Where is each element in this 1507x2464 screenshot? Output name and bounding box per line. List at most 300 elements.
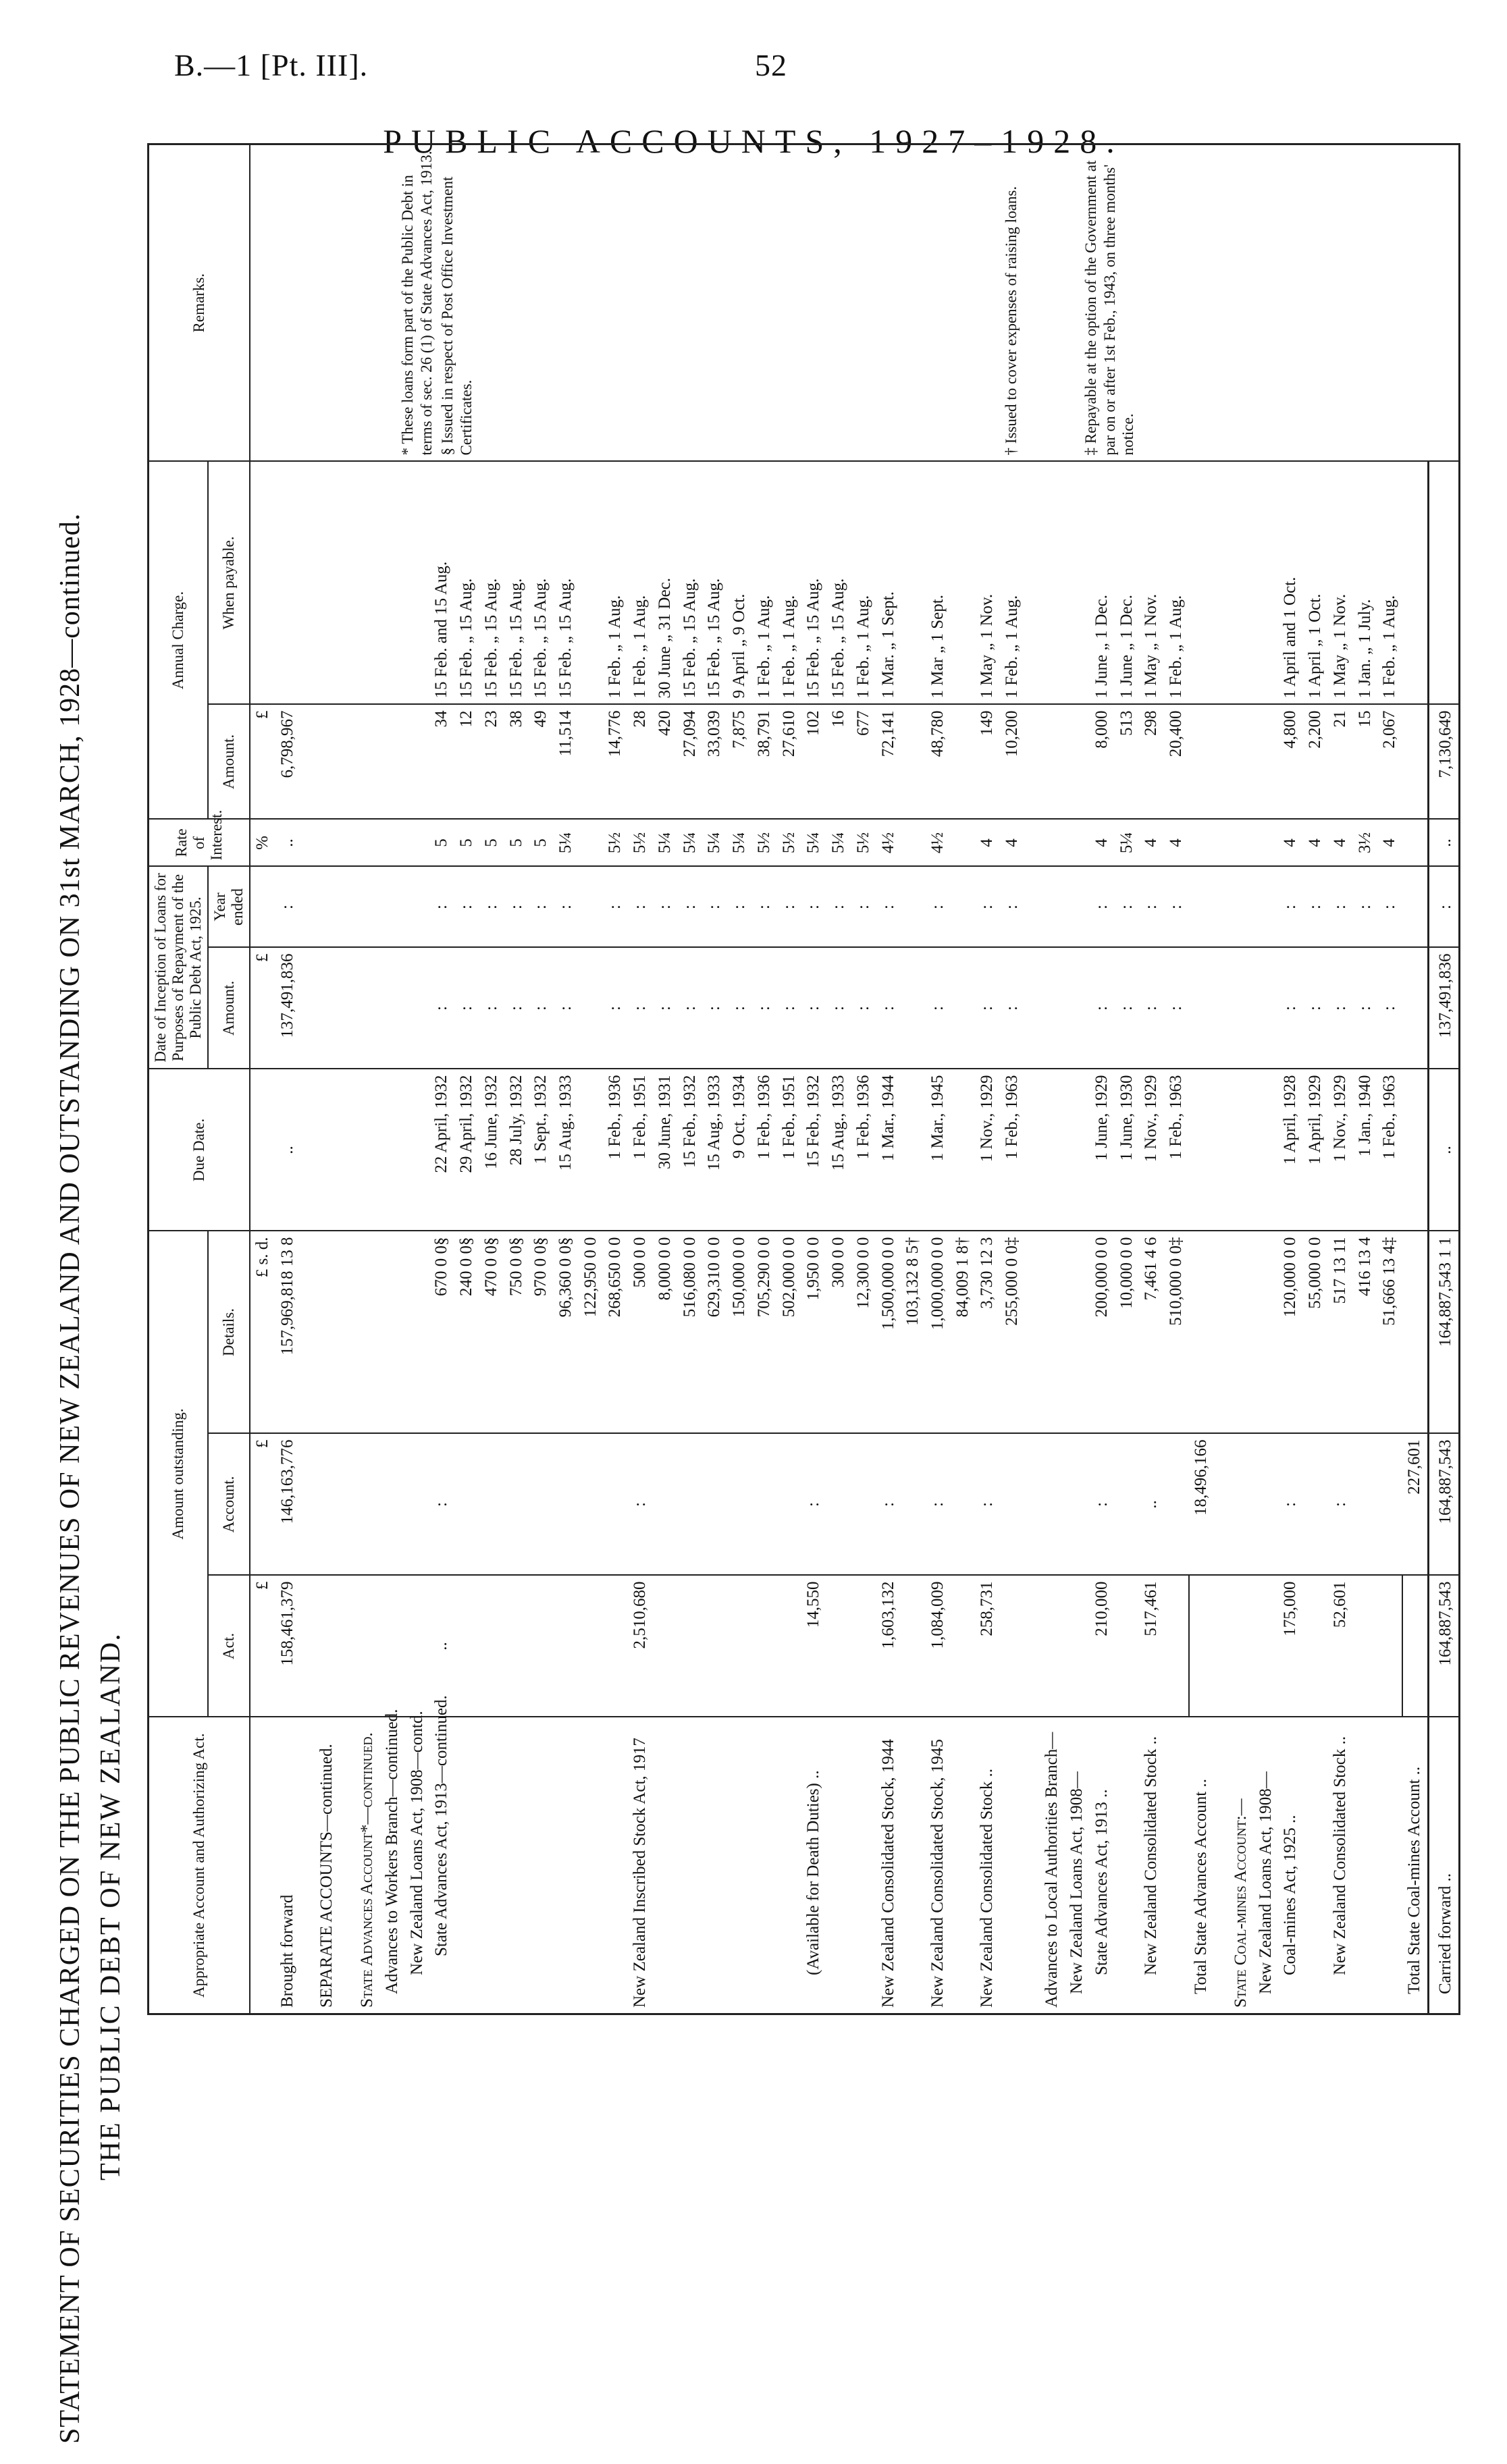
cell-rate: 5¼ [727,819,752,866]
sa-subheading: State Advances Act, 1913—continued. [429,1717,454,2014]
cell-due: 1 Feb., 1951 [628,1069,653,1231]
cell-charge: 2,200 [1303,704,1328,819]
local-cons-label: New Zealand Consolidated Stock [1142,1748,1161,1975]
cell-rate: 4 [1164,819,1189,866]
cell-empty [1402,461,1428,704]
col-details-sub: Details. [208,1231,250,1433]
cell-rate: 4 [1000,819,1025,866]
row-label [801,1717,876,2014]
cell-rate: 4½ [926,819,951,866]
cell-when: 15 Feb. „ 15 Aug. [678,461,703,704]
cell-when: 1 Feb. „ 1 Aug. [752,461,777,704]
cell-details: 240 0 0§ [454,1231,479,1433]
cell-when: 1 Feb. „ 1 Aug. [1164,461,1189,704]
cell-inception: : [1377,947,1402,1069]
cell-charge: 420 [653,704,678,819]
cell-year: : [1353,866,1378,947]
cell-details: 629,310 0 0 [702,1231,727,1433]
leader-dots: .. [1092,1789,1111,1798]
cell-due: 1 Jan., 1940 [1353,1069,1378,1231]
cell-inception: : [628,947,653,1069]
cell-inception: : [1328,947,1353,1069]
securities-table [147,143,1460,2015]
cell-year: : [529,866,554,947]
cell-due: 1 Feb., 1936 [851,1069,876,1231]
cell-account [1353,1434,1378,1576]
cell-year: : [876,866,901,947]
cell-account: : [1278,1434,1303,1576]
col-year-ended-sub: Year ended [208,866,250,947]
cell-rate: 5½ [851,819,876,866]
cell-act: 210,000 [1090,1576,1139,1717]
cell-details: 516,080 0 0 [678,1231,703,1433]
row-label: Coal-mines Act, 1925 .. [1278,1717,1303,2014]
cell-year: : [628,866,653,947]
remarks-cell [250,144,1303,461]
cell-when: 1 May „ 1 Nov. [1139,461,1164,704]
cell-details: 164,887,543 1 1 [1428,1231,1459,1433]
cell-act: 1,084,009 [926,1576,975,1717]
cell-charge: 34 [429,704,454,819]
cell-details: 51,666 13 4‡ [1377,1231,1402,1433]
cell-rate: 4 [975,819,1000,866]
cell-account [1377,1434,1402,1576]
cell-year: : [926,866,951,947]
cell-charge: 27,094 [678,704,703,819]
row-label: New Zealand Consolidated Stock, 1945 [926,1717,975,2014]
cell-when [1428,461,1459,704]
cell-details: 8,000 0 0 [653,1231,678,1433]
cell-when: 1 Mar. „ 1 Sept. [876,461,901,704]
cell-when: 30 June „ 31 Dec. [653,461,678,704]
cell-details: 300 0 0 [826,1231,851,1433]
cell-year: : [801,866,826,947]
cell-due: 9 Oct., 1934 [727,1069,752,1231]
cell-year: : [851,866,876,947]
cell-act: 258,731 [975,1576,1024,1717]
total-sa-label: Total State Advances Account [1191,1791,1210,1994]
cell-charge: 16 [826,704,851,819]
col-amount-outstanding-header: Amount outstanding. [149,1231,209,1717]
cell-year: : [1000,866,1025,947]
cell-act: 14,550 [801,1576,876,1717]
cell-year: : [554,866,579,947]
cell-act: 2,510,680 [628,1576,677,1717]
cell-account: : [975,1434,1000,1576]
cell-details: 1,500,000 0 0 [876,1231,901,1433]
cell-rate: 5½ [628,819,653,866]
cell-due: 1 Nov., 1929 [1328,1069,1353,1231]
cell-rate: 5¼ [826,819,851,866]
cell-year: : [1090,866,1115,947]
cell-due: 15 Feb., 1932 [801,1069,826,1231]
cell-details: 502,000 0 0 [777,1231,802,1433]
cell-when: 1 Mar „ 1 Sept. [926,461,951,704]
row-label [1189,1717,1214,2014]
col-inception-amount-sub: Amount. [208,947,250,1069]
cell-when: 15 Feb. „ 15 Aug. [801,461,826,704]
page-title: PUBLIC ACCOUNTS, 1927–1928. [383,122,1124,160]
cell-when: 1 Feb. „ 1 Aug. [628,461,653,704]
cell-charge: 10,200 [1000,704,1025,819]
cell-inception: : [826,947,851,1069]
cell-inception: 137,491,836 [275,947,300,1069]
cell-charge: 11,514 [554,704,579,819]
cell-due: 15 Aug., 1933 [702,1069,727,1231]
cell-rate: 5½ [752,819,777,866]
cell-inception: : [975,947,1000,1069]
cell-when: 15 Feb. „ 15 Aug. [554,461,579,704]
cell-year: : [504,866,529,947]
row-label: Carried forward .. [1428,1717,1459,2014]
cell-when: 1 June „ 1 Dec. [1115,461,1140,704]
cell-year: : [727,866,752,947]
cell-charge: 7,875 [727,704,752,819]
cell-account: : [1090,1434,1115,1576]
row-label [1303,1717,1328,2014]
cell-year: : [1115,866,1140,947]
col-act-header: Appropriate Account and Authorizing Act. [149,1717,250,2014]
cell-when: 15 Feb. „ 15 Aug. [529,461,554,704]
cell-due: 22 April, 1932 [429,1069,454,1231]
cell-account: 18,496,166 [1189,1434,1214,1576]
coal-heading: State Coal-mines Account:— [1214,1717,1254,2014]
cell-rate: 4 [1377,819,1402,866]
cell-charge: 15 [1353,704,1378,819]
cell-year: : [454,866,479,947]
cell-charge: 7,130,649 [1428,704,1459,819]
page-ref: B.—1 [Pt. III]. [174,48,369,82]
cell-due: 1 Mar., 1945 [926,1069,951,1231]
cell-when: 15 Feb. „ 15 Aug. [826,461,851,704]
cell-when: 1 Feb. „ 1 Aug. [1377,461,1402,704]
cell-details: 670 0 0§ [429,1231,454,1433]
cell-due: 1 Feb., 1963 [1164,1069,1189,1231]
cell-rate: 5½ [603,819,628,866]
cell-rate: 4 [1139,819,1164,866]
cell-charge: 8,000 [1090,704,1115,819]
cell-rate: 5¼ [801,819,826,866]
cell-rate: 4 [1090,819,1115,866]
cell-year: : [429,866,454,947]
cell-rate: 4 [1278,819,1303,866]
cell-rate: 5 [429,819,454,866]
cell-inception: : [1000,947,1025,1069]
cell-inception: : [1303,947,1328,1069]
cell-account: : [801,1434,826,1576]
cell-when: 15 Feb. „ 15 Aug. [454,461,479,704]
leader-dots: .. [978,1768,997,1777]
cell-details: 157,969,818 13 8 [275,1231,300,1433]
cell-rate: 5¼ [678,819,703,866]
cell-year: : [1328,866,1353,947]
cell-account [1303,1434,1328,1576]
unit-inception: £ [250,947,275,1069]
cell-inception: : [1139,947,1164,1069]
cell-year: : [975,866,1000,947]
section-title: SEPARATE ACCOUNTS—continued. [300,1717,340,2014]
leader-dots: .. [1142,1736,1161,1745]
cell-details: 705,290 0 0 [752,1231,777,1433]
cell-year: : [777,866,802,947]
cell-details: 517 13 11 [1328,1231,1353,1433]
cell-year: : [1428,866,1459,947]
rotated-table-wrapper [147,145,1460,2015]
cell-charge: 33,039 [702,704,727,819]
row-label [1353,1717,1378,2014]
total-row [1402,144,1428,2014]
local-subheading: New Zealand Loans Act, 1908— [1065,1717,1090,2014]
cell-when: 1 May „ 1 Nov. [1328,461,1353,704]
cell-charge: 38 [504,704,529,819]
col-remarks-header: Remarks. [149,144,250,461]
cell-inception: : [926,947,951,1069]
cell-inception: : [876,947,901,1069]
cell-act: 52,601 [1328,1576,1353,1717]
cell-rate: 4 [1328,819,1353,866]
cell-details: 3,730 12 3 [975,1231,1000,1433]
cell-due: 1 Mar., 1944 [876,1069,901,1231]
death-duties-label: (Available for Death Duties) [804,1783,823,1975]
cell-charge: 513 [1115,704,1140,819]
cell-due: 29 April, 1932 [454,1069,479,1231]
col-inception-header: Date of Inception of Loans for Purposes of Repayment of the Public Debt Act, 1925. [149,866,209,1069]
cell-charge: 72,141 [876,704,901,819]
cell-due: 15 Feb., 1932 [678,1069,703,1231]
cell-due: 1 June, 1929 [1090,1069,1115,1231]
cell-details: 970 0 0§ [529,1231,554,1433]
cons-stock-label: New Zealand Consolidated Stock [978,1781,997,2008]
col-account-sub: Account. [208,1434,250,1576]
cell-when: 15 Feb. „ 15 Aug. [479,461,504,704]
cell-details: 12,300 0 0 [851,1231,876,1433]
cell-charge: 49 [529,704,554,819]
cell-year: : [603,866,628,947]
cell-when: 9 April „ 9 Oct. [727,461,752,704]
cell-when: 15 Feb. and 15 Aug. [429,461,454,704]
cell-details: 200,000 0 0 [1090,1231,1115,1433]
cell-year: : [702,866,727,947]
cell-details: 7,461 4 6 [1139,1231,1164,1433]
cell-inception: : [1278,947,1303,1069]
cell-when: 1 May „ 1 Nov. [975,461,1000,704]
cell-details: 55,000 0 0 [1303,1231,1328,1433]
cell-due: 1 Feb., 1936 [752,1069,777,1231]
cell-details: 268,650 0 0 [603,1231,628,1433]
cell-details: 470 0 0§ [479,1231,504,1433]
cell-charge: 102 [801,704,826,819]
cell-account: 164,887,543 [1428,1434,1459,1576]
cell-details: 122,950 0 0 [579,1231,604,1433]
cell-inception: : [727,947,752,1069]
cell-rate: 5¼ [653,819,678,866]
cell-act: .. [429,1576,454,1717]
cell-details: 416 13 4 [1353,1231,1378,1433]
cell-due: 1 June, 1930 [1115,1069,1140,1231]
cell-due: 1 Feb., 1951 [777,1069,802,1231]
cell-inception: : [1164,947,1189,1069]
cell-details: 750 0 0§ [504,1231,529,1433]
cell-year: : [678,866,703,947]
remark-note-4: ‡ Repayable at the option of the Government at par on or after 1st Feb., 1943, on three months' notice. [1082,160,1137,456]
row-label: New Zealand Consolidated Stock .. [1328,1717,1353,2014]
cell-when: 1 Feb. „ 1 Aug. [851,461,876,704]
row-label: New Zealand Inscribed Stock Act, 1917 [628,1717,677,2014]
cell-year: : [752,866,777,947]
table-row [1303,144,1328,2014]
cell-details: 510,000 0 0‡ [1164,1231,1189,1433]
cell-inception: : [429,947,454,1069]
cell-due: .. [275,1069,300,1231]
unit-account: £ [250,1434,275,1576]
cell-when: 1 Jan. „ 1 July. [1353,461,1378,704]
cell-inception: : [1353,947,1378,1069]
coal-subheading: New Zealand Loans Act, 1908— [1254,1717,1279,2014]
col-due-date-header: Due Date. [149,1069,250,1231]
cell-when: 1 Feb. „ 1 Aug. [603,461,628,704]
cell-rate: 5 [504,819,529,866]
row-label [1139,1717,1188,2014]
cell-rate: .. [1428,819,1459,866]
cell-details: 1,000,000 0 0 [926,1231,951,1433]
cell-details: 500 0 0 [628,1231,653,1433]
cell-account: : [429,1434,454,1576]
cell-act [1377,1576,1402,1717]
cell-inception: : [777,947,802,1069]
cell-rate: 3½ [1353,819,1378,866]
cell-inception: : [479,947,504,1069]
local-heading: Advances to Local Authorities Branch— [1025,1717,1065,2014]
cell-charge: 298 [1139,704,1164,819]
cell-inception: : [851,947,876,1069]
cell-charge: 28 [628,704,653,819]
leader-dots: .. [1191,1778,1210,1788]
cell-act: 1,603,132 [876,1576,926,1717]
cell-inception: : [801,947,826,1069]
cell-charge: 149 [975,704,1000,819]
cell-account: : [926,1434,951,1576]
cell-when: 1 Feb. „ 1 Aug. [1000,461,1025,704]
table-row [1377,144,1402,2014]
cell-due: 1 Nov., 1929 [1139,1069,1164,1231]
cell-year: : [1164,866,1189,947]
cell-act: 517,461 [1139,1576,1188,1717]
cell-due: 1 April, 1928 [1278,1069,1303,1231]
cell-inception: : [603,947,628,1069]
cell-details: 255,000 0 0‡ [1000,1231,1025,1433]
cell-details: 150,000 0 0 [727,1231,752,1433]
unit-act: £ [250,1576,275,1717]
cell-rate: .. [275,819,300,866]
col-when-payable-sub: When payable. [208,461,250,704]
cell-due: 1 Feb., 1963 [1377,1069,1402,1231]
cell-charge: 27,610 [777,704,802,819]
cell-year: : [826,866,851,947]
cell-charge: 12 [454,704,479,819]
cell-year: : [653,866,678,947]
cell-act: 164,887,543 [1428,1576,1459,1717]
cell-rate: 5 [454,819,479,866]
cell-details: 120,000 0 0 [1278,1231,1303,1433]
cell-due: 15 Aug., 1933 [554,1069,579,1231]
row-label: Total State Coal-mines Account .. [1402,1717,1428,2014]
sa-heading: State Advances Account*—continued. [340,1717,380,2014]
cell-due: 1 April, 1929 [1303,1069,1328,1231]
cell-rate: 5¼ [1115,819,1140,866]
row-label: Brought forward [275,1717,300,2014]
cell-inception: : [529,947,554,1069]
table-row [1328,144,1353,2014]
cell-when: 1 Feb. „ 1 Aug. [777,461,802,704]
cell-year: : [1377,866,1402,947]
row-label: New Zealand Consolidated Stock, 1944 [876,1717,926,2014]
cell-year: : [1278,866,1303,947]
carried-forward-row [1428,144,1459,2014]
cell-act [1303,1576,1328,1717]
cell-due: 28 July, 1932 [504,1069,529,1231]
cell-rate: 5¼ [554,819,579,866]
statement-title: STATEMENT OF SECURITIES CHARGED ON THE PUBLIC REVENUES OF NEW ZEALAND AND OUTSTANDING ON 31st MARCH, 1928—continued. [55,512,86,2444]
cell-empty [1402,866,1428,947]
cell-rate: 5½ [777,819,802,866]
cell-details: 103,132 8 5† [901,1231,926,1433]
cell-rate: 5 [479,819,504,866]
cell-act: 158,461,379 [275,1576,300,1717]
cell-details: 84,009 1 8† [951,1231,976,1433]
cell-rate: 4 [1303,819,1328,866]
cell-when: 1 April „ 1 Oct. [1303,461,1328,704]
remark-note-3: † Issued to cover expenses of raising loans. [1003,186,1020,456]
unit-details: £ s. d. [250,1231,275,1433]
cell-charge: 20,400 [1164,704,1189,819]
cell-due: .. [1428,1069,1459,1231]
table-row [1353,144,1378,2014]
cell-empty [1402,819,1428,866]
cell-inception: : [1115,947,1140,1069]
cell-charge: 4,800 [1278,704,1303,819]
cell-charge: 21 [1328,704,1353,819]
cell-inception: : [554,947,579,1069]
cell-account: 146,163,776 [275,1434,300,1576]
cell-empty [1402,947,1428,1069]
cell-due: 30 June, 1931 [653,1069,678,1231]
cell-rate: 5 [529,819,554,866]
cell-charge: 6,798,967 [275,704,300,819]
cell-charge: 48,780 [926,704,951,819]
cell-year: : [479,866,504,947]
cell-inception: : [752,947,777,1069]
col-rate-header: Rate of Interest. [149,819,250,866]
units-row [250,144,275,2014]
cell-inception: : [653,947,678,1069]
cell-empty [1402,1231,1428,1433]
unit-rate: % [250,819,275,866]
cell-rate: 5¼ [702,819,727,866]
cell-details: 96,360 0 0§ [554,1231,579,1433]
cell-act [1353,1576,1378,1717]
cell-charge: 677 [851,704,876,819]
cell-account: 227,601 [1402,1434,1428,1576]
cell-due: 1 Nov., 1929 [975,1069,1000,1231]
col-annual-charge-header: Annual Charge. [149,461,209,819]
cell-rate: 4½ [876,819,901,866]
cell-due: 1 Feb., 1936 [603,1069,628,1231]
cell-account: : [628,1434,653,1576]
sa-subheading: New Zealand Loans Act, 1908—contd. [405,1717,430,2014]
cell-inception: : [454,947,479,1069]
row-label [1377,1717,1402,2014]
debt-title: THE PUBLIC DEBT OF NEW ZEALAND. [95,1632,126,2180]
